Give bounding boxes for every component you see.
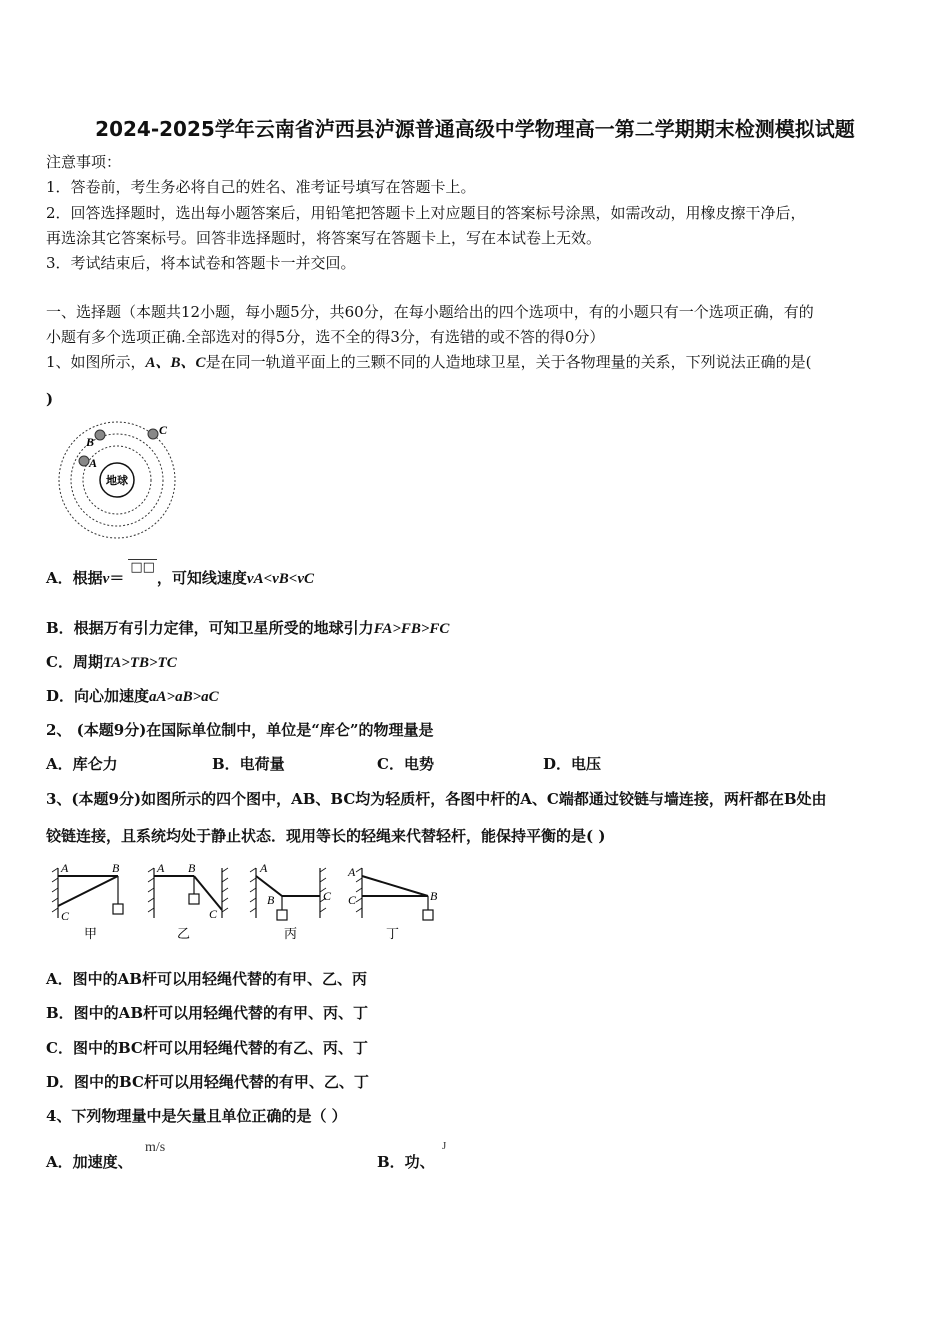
question-3-stem: 铰链连接，且系统均处于静止状态．现用等长的轻绳来代替轻杆，能保持平衡的是( ) [46, 827, 606, 845]
satellite-c [148, 429, 158, 439]
q4-option-a-unit: m/s [145, 1140, 166, 1155]
section-instruction: 一、选择题（本题共12小题，每小题5分，共60分，在每小题给出的四个选项中，有的小题只有一个选项正确，有的 [46, 303, 814, 321]
q3-option-d: D．图中的BC杆可以用轻绳代替的有甲、乙、丁 [46, 1073, 369, 1091]
svg-text:B: B [188, 861, 196, 875]
label-c: C [159, 423, 168, 437]
satellite-a [79, 456, 89, 466]
question-2-stem: 2、 (本题9分)在国际单位制中，单位是“库仑”的物理量是 [46, 721, 434, 739]
q3-option-b: B．图中的AB杆可以用轻绳代替的有甲、丙、丁 [46, 1004, 368, 1022]
svg-text:A: A [61, 861, 69, 875]
q4-option-b-unit: J [442, 1140, 447, 1152]
fig-label-bing: 丙 [284, 926, 298, 941]
rods-figure [44, 858, 444, 943]
notice-item: 再选涂其它答案标号。回答非选择题时，将答案写在答题卡上，写在本试卷上无效。 [46, 229, 602, 247]
section-instruction: 小题有多个选项正确.全部选对的得5分，选不全的得3分，有选错的或不答的得0分） [46, 328, 605, 346]
q4-option-b: B．功、 [377, 1153, 435, 1171]
svg-text:C: C [209, 907, 218, 921]
q2-option-a: A．库仑力 [46, 755, 118, 773]
page-title: 2024-2025学年云南省泸西县泸源普通高级中学物理高一第二学期期末检测模拟试题 [95, 117, 855, 141]
question-1-stem-close: ) [46, 390, 54, 408]
label-a: A [89, 456, 98, 470]
notice-heading: 注意事项： [46, 153, 122, 171]
fig-label-ding: 丁 [386, 926, 400, 941]
svg-text:C: C [348, 893, 357, 907]
fig-label-yi: 乙 [177, 926, 191, 941]
q2-option-d: D．电压 [543, 755, 602, 773]
svg-text:C: C [61, 909, 70, 923]
q2-option-c: C．电势 [377, 755, 434, 773]
svg-text:A: A [260, 861, 268, 875]
fig-label-jia: 甲 [84, 926, 98, 941]
question-3-stem: 3、(本题9分)如图所示的四个图中，AB、BC均为轻质杆，各图中杆的A、C端都通过铰链与墙连接，两杆都在B处由 [46, 790, 827, 808]
svg-text:B: B [112, 861, 120, 875]
q1-option-c: C．周期TA>TB>TC [46, 653, 177, 671]
svg-text:C: C [323, 889, 332, 903]
svg-text:B: B [430, 889, 438, 903]
orbit-figure [55, 418, 180, 543]
q3-option-c: C．图中的BC杆可以用轻绳代替的有乙、丙、丁 [46, 1039, 368, 1057]
label-b: B [86, 435, 95, 449]
svg-text:A: A [157, 861, 165, 875]
question-4-stem: 4、下列物理量中是矢量且单位正确的是（ ） [46, 1107, 347, 1125]
notice-item: 3．考试结束后，将本试卷和答题卡一并交回。 [46, 254, 356, 272]
q3-option-a: A．图中的AB杆可以用轻绳代替的有甲、乙、丙 [46, 970, 367, 988]
svg-text:B: B [267, 893, 275, 907]
satellite-b [95, 430, 105, 440]
svg-text:A: A [348, 865, 356, 879]
q1-option-a: A．根据v＝□□，可知线速度vA<vB<vC [46, 560, 315, 587]
question-1-stem: 1、如图所示，A、B、C是在同一轨道平面上的三颗不同的人造地球卫星，关于各物理量的关系，下列说法正确的是( [46, 353, 812, 371]
notice-item: 1．答卷前，考生务必将自己的姓名、准考证号填写在答题卡上。 [46, 178, 476, 196]
q2-option-b: B．电荷量 [212, 755, 285, 773]
q4-option-a: A．加速度、 [46, 1153, 133, 1171]
notice-item: 2．回答选择题时，选出每小题答案后，用铅笔把答题卡上对应题目的答案标号涂黑，如需改动，用橡皮擦干净后， [46, 204, 806, 222]
q1-option-b: B．根据万有引力定律，可知卫星所受的地球引力FA>FB>FC [46, 619, 450, 637]
earth-label: 地球 [106, 475, 128, 487]
q1-option-d: D．向心加速度aA>aB>aC [46, 687, 219, 705]
